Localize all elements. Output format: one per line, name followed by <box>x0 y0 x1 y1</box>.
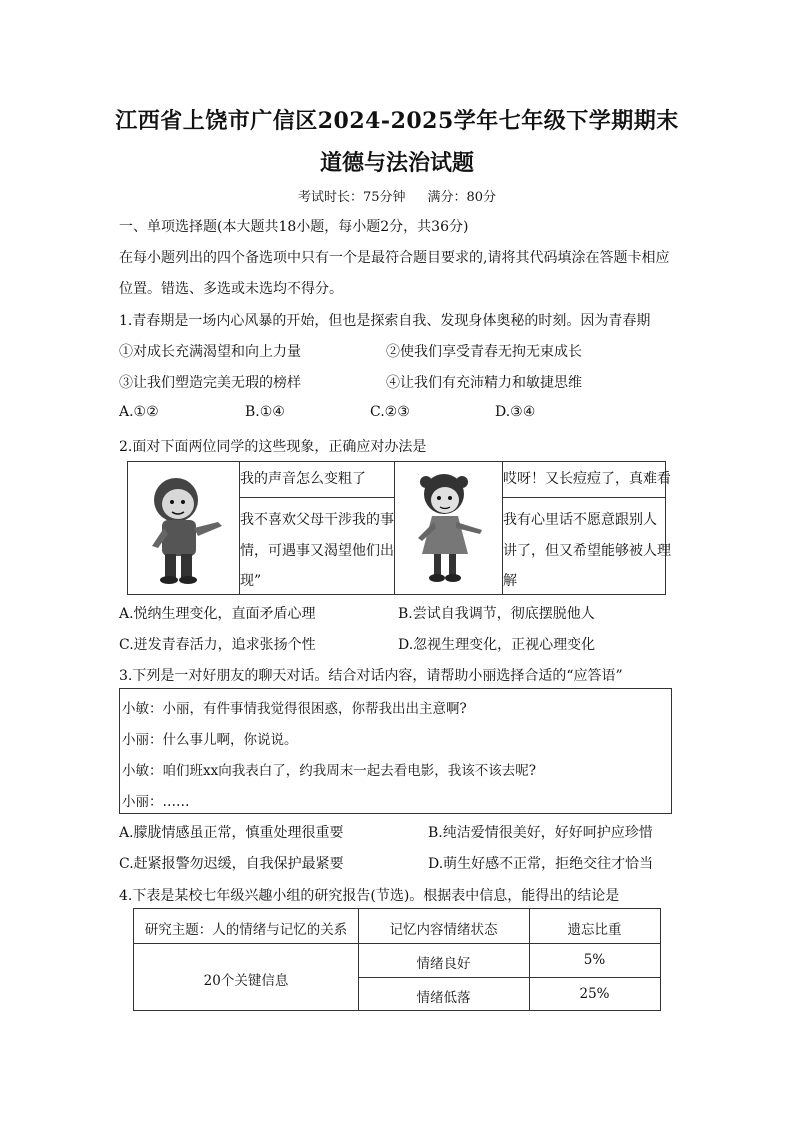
q3-dialog-box <box>119 688 672 814</box>
q1-option-a[interactable]: A.①② <box>119 404 159 420</box>
boy-speech-2a: 我不喜欢父母干涉我的事 <box>240 512 394 528</box>
girl-illustration <box>404 468 496 588</box>
q2-option-d[interactable]: D.忽视生理变化，正视心理变化 <box>398 637 596 653</box>
table-cell: 情绪低落 <box>416 990 471 1006</box>
boy-speech-2b: 情，可遇事又渴望他们出 <box>240 543 394 559</box>
exam-subject: 道德与法治试题 <box>319 150 474 176</box>
dialog-line: 小敏：小丽，有件事情我觉得很困惑，你帮我出出主意啊? <box>122 701 467 717</box>
table-header: 遗忘比重 <box>567 922 622 938</box>
girl-speech-2a: 我有心里话不愿意跟别人 <box>503 512 657 528</box>
question-4-stem: 4.下表是某校七年级兴趣小组的研究报告(节选)。根据表中信息，能得出的结论是 <box>119 888 620 904</box>
question-3-stem: 3.下列是一对好朋友的聊天对话。结合对话内容，请帮助小丽选择合适的“应答语” <box>119 668 623 684</box>
question-1-stem: 1.青春期是一场内心风暴的开始，但也是探索自我、发现身体奥秘的时刻。因为青春期 <box>119 313 651 329</box>
dialog-line: 小敏：咱们班xx向我表白了，约我周末一起去看电影，我该不该去呢? <box>122 763 536 779</box>
table-header: 记忆内容情绪状态 <box>389 922 498 938</box>
girl-speech-2b: 讲了，但又希望能够被人理 <box>503 543 671 559</box>
dialog-line: 小丽：…… <box>122 794 190 810</box>
table-header: 研究主题：人的情绪与记忆的关系 <box>144 922 348 938</box>
table-cell: 20个关键信息 <box>203 973 289 989</box>
q1-option-b[interactable]: B.①④ <box>245 404 285 420</box>
q1-item: ③让我们塑造完美无瑕的榜样 <box>119 375 301 391</box>
boy-speech-2c: 现” <box>240 573 262 589</box>
table-cell: 情绪良好 <box>416 956 471 972</box>
section-heading: 一、单项选择题(本大题共18小题，每小题2分，共36分) <box>119 219 469 235</box>
q2-option-b[interactable]: B.尝试自我调节，彻底摆脱他人 <box>398 606 595 622</box>
q2-figure-table <box>127 461 671 595</box>
q1-option-c[interactable]: C.②③ <box>370 404 410 420</box>
q1-option-d[interactable]: D.③④ <box>495 404 536 420</box>
q4-data-table <box>133 908 661 1011</box>
girl-speech-1: 哎呀！又长痘痘了，真难看 <box>503 471 671 487</box>
boy-illustration <box>138 470 230 588</box>
dialog-line: 小丽：什么事儿啊，你说说。 <box>122 732 298 748</box>
q1-item: ①对成长充满渴望和向上力量 <box>119 344 301 360</box>
q3-option-d[interactable]: D.萌生好感不正常，拒绝交往才恰当 <box>428 856 654 872</box>
q3-option-b[interactable]: B.纯洁爱情很美好，好好呵护应珍惜 <box>428 825 653 841</box>
exam-score: 满分：80分 <box>427 190 497 205</box>
q2-option-a[interactable]: A.悦纳生理变化，直面矛盾心理 <box>119 606 316 622</box>
q1-item: ②使我们享受青春无拘无束成长 <box>386 344 582 360</box>
question-2-stem: 2.面对下面两位同学的这些现象，正确应对办法是 <box>119 439 427 455</box>
table-cell: 5% <box>583 952 606 968</box>
q2-option-c[interactable]: C.迸发青春活力，追求张扬个性 <box>119 637 316 653</box>
q1-item: ④让我们有充沛精力和敏捷思维 <box>386 375 582 391</box>
q3-option-a[interactable]: A.朦胧情感虽正常，慎重处理很重要 <box>119 825 344 841</box>
section-instruction: 位置。错选、多选或未选均不得分。 <box>119 281 343 297</box>
boy-speech-1: 我的声音怎么变粗了 <box>240 471 366 487</box>
exam-duration: 考试时长：75分钟 <box>297 190 406 205</box>
exam-meta <box>0 186 794 205</box>
section-instruction: 在每小题列出的四个备选项中只有一个是最符合题目要求的,请将其代码填涂在答题卡相应 <box>119 250 670 266</box>
table-cell: 25% <box>579 986 610 1002</box>
girl-speech-2c: 解 <box>503 573 517 589</box>
exam-title: 江西省上饶市广信区2024-2025学年七年级下学期期末 <box>115 108 679 134</box>
q3-option-c[interactable]: C.赶紧报警勿迟缓，自我保护最紧要 <box>119 856 344 872</box>
